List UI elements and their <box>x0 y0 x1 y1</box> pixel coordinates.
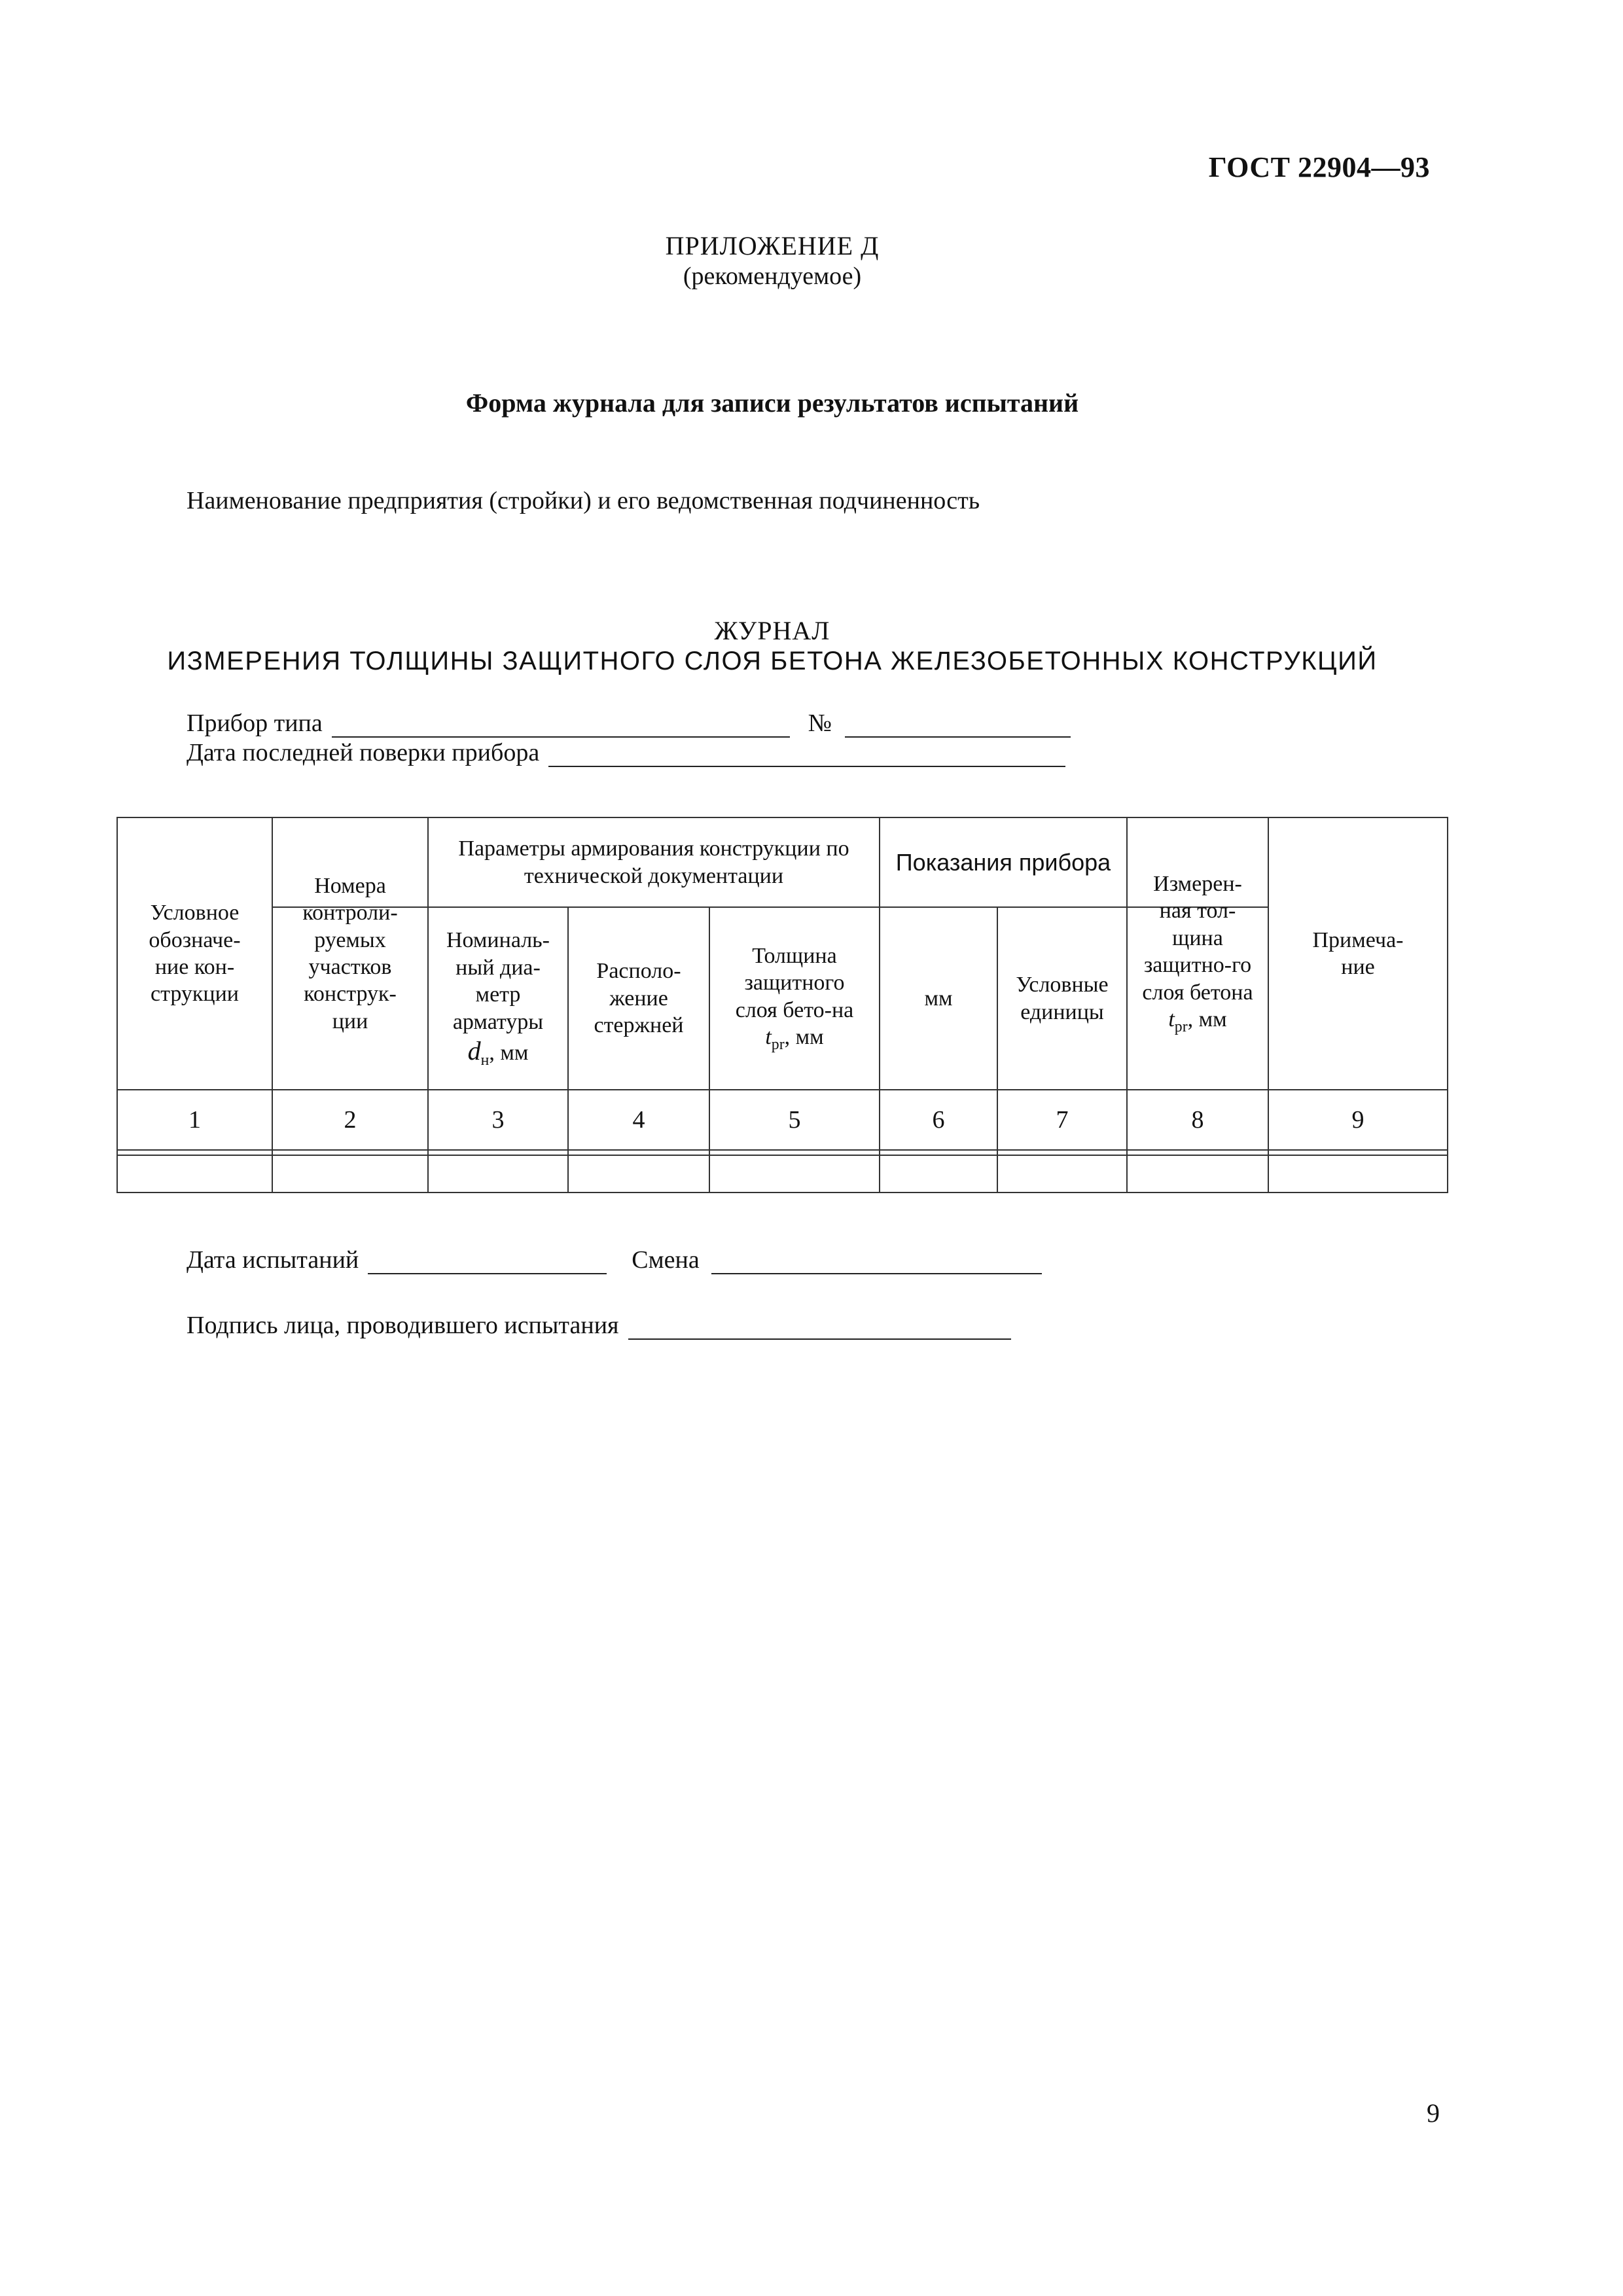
column-number-9: 9 <box>1351 1105 1364 1134</box>
signature-row <box>187 1311 1011 1340</box>
header-device-readings: Показания прибора <box>895 848 1111 876</box>
page-number: 9 <box>1427 2098 1440 2128</box>
device-type-label: Прибор типа <box>187 709 323 737</box>
header-cover-thickness: Толщина защитного слоя бето-на $t_{pr}$, мм <box>735 943 854 1054</box>
last-check-label: Дата последней поверки прибора <box>187 739 540 766</box>
device-type-row <box>187 709 1071 738</box>
header-control-sections: Номера контроли-руемых участков конструк-ции <box>302 873 398 1033</box>
column-number-6: 6 <box>932 1105 945 1134</box>
column-number-8: 8 <box>1191 1105 1204 1134</box>
form-title: Форма журнала для записи результатов испытаний <box>465 388 1079 418</box>
test-date-row <box>187 1246 1042 1274</box>
column-number-3: 3 <box>491 1105 505 1134</box>
header-conventional-units: Условные единицы <box>1016 973 1109 1024</box>
shift-label: Смена <box>632 1246 700 1274</box>
appendix-type: (рекомендуемое) <box>683 262 862 290</box>
journal-table <box>116 817 1448 1193</box>
column-number-4: 4 <box>632 1105 645 1134</box>
header-designation: Условное обозначе-ние кон-струкции <box>149 901 241 1007</box>
journal-subtitle: ИЗМЕРЕНИЯ ТОЛЩИНЫ ЗАЩИТНОГО СЛОЯ БЕТОНА ЖЕЛЕЗОБЕТОННЫХ КОНСТРУКЦИЙ <box>167 647 1378 675</box>
test-date-field[interactable] <box>368 1249 607 1274</box>
appendix-title: ПРИЛОЖЕНИЕ Д <box>665 231 880 260</box>
device-type-field[interactable] <box>332 713 790 738</box>
header-bar-location: Располо-жение стержней <box>594 959 684 1038</box>
last-check-field[interactable] <box>548 742 1065 767</box>
test-date-label: Дата испытаний <box>187 1246 359 1274</box>
column-number-7: 7 <box>1056 1105 1069 1134</box>
header-note: Примеча-ние <box>1312 927 1404 979</box>
device-number-label: № <box>808 709 832 737</box>
last-check-row <box>187 738 1065 767</box>
column-number-2: 2 <box>344 1105 357 1134</box>
header-mm: мм <box>924 986 953 1011</box>
header-reinforcement-params: Параметры армирования конструкции по технической документации <box>458 836 849 888</box>
table-row[interactable] <box>118 1156 1447 1192</box>
shift-field[interactable] <box>711 1249 1042 1274</box>
signature-field[interactable] <box>628 1315 1011 1340</box>
header-measured-thickness: Измерен-ная тол-щина защитно-го слоя бетона $t_{pr}$, мм <box>1142 871 1253 1036</box>
device-number-field[interactable] <box>845 713 1071 738</box>
standard-number: ГОСТ 22904—93 <box>1208 151 1430 183</box>
column-number-5: 5 <box>788 1105 801 1134</box>
journal-title: ЖУРНАЛ <box>714 616 830 645</box>
organization-line: Наименование предприятия (стройки) и его ведомственная подчиненность <box>187 487 980 514</box>
header-nominal-diameter: Номиналь-ный диа-метр арматуры $d_н$, мм <box>446 928 550 1069</box>
signature-label: Подпись лица, проводившего испытания <box>187 1312 619 1339</box>
column-number-1: 1 <box>188 1105 201 1134</box>
